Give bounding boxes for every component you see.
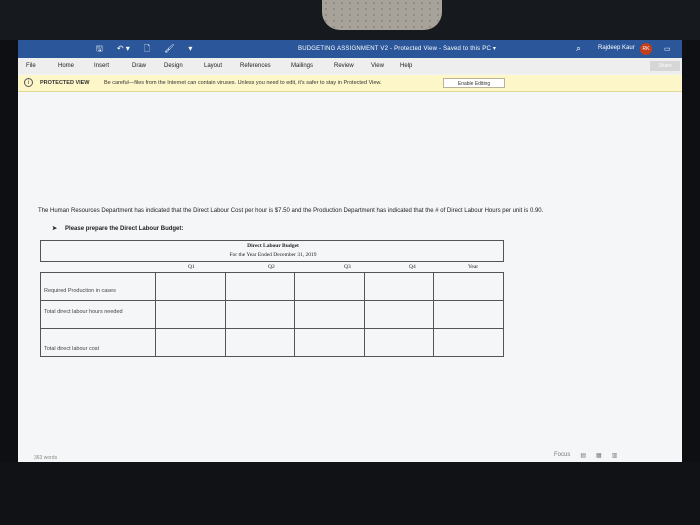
table-cell[interactable] <box>156 273 226 301</box>
table-cell[interactable] <box>225 329 295 357</box>
tab-references[interactable]: References <box>240 63 271 69</box>
table-cell[interactable] <box>156 329 226 357</box>
budget-table <box>40 272 504 357</box>
avatar[interactable]: RK <box>640 43 652 55</box>
read-mode-icon[interactable]: ▤ <box>580 453 587 459</box>
protected-view-bar <box>18 75 682 92</box>
protected-view-title: PROTECTED VIEW <box>40 80 90 86</box>
column-header-q1: Q1 <box>188 264 195 270</box>
protected-view-message: Be careful—files from the Internet can contain viruses. Unless you need to edit, it's safer to stay in Protected View. <box>104 80 382 86</box>
tab-design[interactable]: Design <box>164 63 183 69</box>
title-bar <box>18 40 682 58</box>
web-layout-icon[interactable]: ▥ <box>611 453 618 459</box>
tab-review[interactable]: Review <box>334 63 354 69</box>
row-label[interactable] <box>41 329 156 357</box>
column-header-q3: Q3 <box>344 264 351 270</box>
ribbon-display-icon[interactable]: ▭ <box>664 46 671 53</box>
table-row <box>41 301 504 329</box>
tab-home[interactable]: Home <box>58 63 75 69</box>
user-name[interactable]: Rajdeep Kaur <box>598 45 635 51</box>
table-cell[interactable] <box>295 273 365 301</box>
customize-toolbar-icon[interactable]: ▾ <box>188 44 193 53</box>
enable-editing-button[interactable]: Enable Editing <box>443 78 505 88</box>
row-label-text: Required Production in cases <box>44 288 116 294</box>
table-cell[interactable] <box>295 329 365 357</box>
column-header-q2: Q2 <box>268 264 275 270</box>
word-count[interactable]: 363 words <box>34 455 58 461</box>
draw-icon[interactable]: 🖌 <box>164 44 175 53</box>
table-row <box>41 329 504 357</box>
row-label-text: Total direct labour hours needed <box>44 309 123 315</box>
bullet-item <box>52 225 183 232</box>
tab-insert[interactable]: Insert <box>94 63 110 69</box>
table-cell[interactable] <box>295 301 365 329</box>
search-icon[interactable]: ⌕ <box>576 43 582 53</box>
tab-layout[interactable]: Layout <box>204 63 223 69</box>
webcam-cover <box>322 0 442 30</box>
document-title[interactable]: BUDGETING ASSIGNMENT V2 - Protected View - Saved to this PC ▾ <box>298 46 497 52</box>
table-cell[interactable] <box>364 273 434 301</box>
status-bar-controls <box>554 452 617 459</box>
quick-access-toolbar <box>96 44 192 54</box>
word-window <box>18 40 682 462</box>
table-cell[interactable] <box>156 301 226 329</box>
arrow-bullet-icon: ➤ <box>52 226 58 232</box>
table-row <box>41 273 504 301</box>
share-button[interactable]: Share <box>650 61 680 71</box>
ribbon-tabs <box>18 58 682 74</box>
budget-title-box <box>40 240 504 262</box>
tab-draw[interactable]: Draw <box>132 63 147 69</box>
tab-view[interactable]: View <box>371 63 384 69</box>
row-label[interactable] <box>41 301 156 329</box>
tab-mailings[interactable]: Mailings <box>291 63 314 69</box>
table-cell[interactable] <box>225 273 295 301</box>
column-header-year: Year <box>468 264 479 270</box>
document-page[interactable] <box>18 92 682 462</box>
budget-title: Direct Labour Budget <box>247 243 299 249</box>
row-label[interactable] <box>41 273 156 301</box>
budget-subtitle: For the Year Ended December 31, 2019 <box>229 252 317 258</box>
bullet-text: Please prepare the Direct Labour Budget: <box>65 226 184 232</box>
table-cell[interactable] <box>434 273 504 301</box>
table-cell[interactable] <box>364 329 434 357</box>
table-cell[interactable] <box>434 301 504 329</box>
monitor-bezel-bottom <box>0 462 700 525</box>
new-document-icon[interactable]: 🗋 <box>143 44 151 53</box>
table-cell[interactable] <box>225 301 295 329</box>
row-label-text: Total direct labour cost <box>44 346 100 352</box>
instruction-paragraph: The Human Resources Department has indicated that the Direct Labour Cost per hour is $7.50 and the Production Department has indicated that the # of Direct Labour Hours per unit is 0.90. <box>38 208 544 214</box>
table-cell[interactable] <box>364 301 434 329</box>
column-header-q4: Q4 <box>409 264 416 270</box>
focus-mode-button[interactable]: Focus <box>554 452 571 458</box>
tab-help[interactable]: Help <box>400 63 413 69</box>
print-layout-icon[interactable]: ▦ <box>596 453 602 459</box>
save-icon[interactable]: 🖫 <box>96 44 103 53</box>
undo-icon[interactable]: ↶ ▾ <box>116 44 130 53</box>
table-cell[interactable] <box>434 329 504 357</box>
tab-file[interactable]: File <box>26 63 36 69</box>
info-icon: i <box>24 78 33 87</box>
